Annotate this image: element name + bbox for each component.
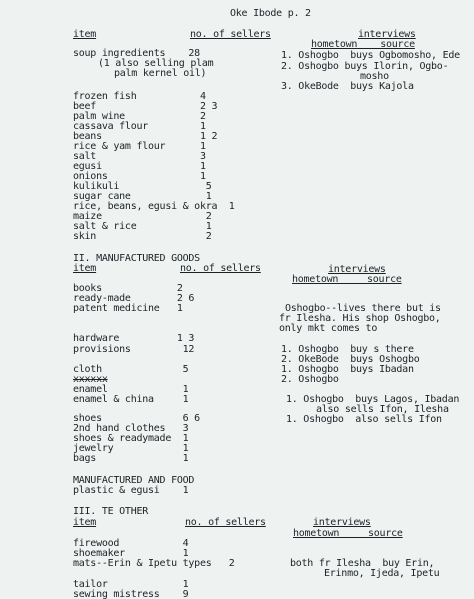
item-row: salt 3 xyxy=(73,151,206,162)
col-header-interviews: interviews xyxy=(358,29,416,40)
col-header-item: item xyxy=(73,263,97,274)
interview-line: both fr Ilesha buy Erin, xyxy=(290,558,435,569)
item-row: 2nd hand clothes 3 xyxy=(73,423,189,434)
col-header-hometown-source: hometown source xyxy=(311,39,415,50)
item-row: tailor 1 xyxy=(73,579,189,590)
item-row: sugar cane 1 xyxy=(73,191,212,202)
item-soup-note-1: (1 also selling plam xyxy=(98,58,214,69)
section-heading: II. MANUFACTURED GOODS xyxy=(73,253,200,264)
item-row: patent medicine 1 xyxy=(73,303,183,314)
item-row: plastic & egusi 1 xyxy=(73,485,189,496)
item-row: rice, beans, egusi & okra 1 xyxy=(73,201,235,212)
item-row: egusi 1 xyxy=(73,161,206,172)
item-row: hardware 1 3 xyxy=(73,333,195,344)
interview-note: Oshogbo--lives there but is xyxy=(285,303,441,314)
item-row: rice & yam flour 1 xyxy=(73,141,206,152)
interview-2-cont: mosho xyxy=(360,71,389,82)
interview-line: 1. Oshogbo also sells Ifon xyxy=(286,414,442,425)
item-row: provisions 12 xyxy=(73,344,195,355)
interview-line: 1. Oshogbo buys Lagos, Ibadan xyxy=(286,394,460,405)
item-row: shoes 6 6 xyxy=(73,413,200,424)
item-row: cassava flour 1 xyxy=(73,121,206,132)
item-row: ready-made 2 6 xyxy=(73,293,195,304)
interview-line: Erinmo, Ijeda, Ipetu xyxy=(324,568,440,579)
col-header-hometown-source: hometown source xyxy=(292,274,402,285)
item-row: kulikuli 5 xyxy=(73,181,212,192)
item-row: shoemaker 1 xyxy=(73,548,189,559)
page-header: Oke Ibode p. 2 xyxy=(230,8,311,19)
item-row: books 2 xyxy=(73,283,183,294)
item-row: MANUFACTURED AND FOOD xyxy=(73,475,195,486)
item-row: salt & rice 1 xyxy=(73,221,212,232)
interview-line: 2. Oshogbo xyxy=(281,374,339,385)
interview-3: 3. OkeBode buys Kajola xyxy=(281,81,414,92)
interview-line: 2. OkeBode buys Oshogbo xyxy=(281,354,420,365)
col-header-sellers: no. of sellers xyxy=(180,263,261,274)
item-row: jewelry 1 xyxy=(73,443,189,454)
item-row: onions 1 xyxy=(73,171,206,182)
item-row: enamel 1 xyxy=(73,384,189,395)
interview-line: also sells Ifon, Ilesha xyxy=(316,404,449,415)
item-struck: xxxxxx xyxy=(73,374,108,385)
interview-1: 1. Oshogbo buys Ogbomosho, Ede xyxy=(281,50,460,61)
col-header-interviews: interviews xyxy=(328,264,386,275)
interview-line: 1. Oshogbo buys Ibadan xyxy=(281,364,414,375)
interview-2: 2. Oshogbo buys Ilorin, Ogbo- xyxy=(281,61,449,72)
item-row: enamel & china 1 xyxy=(73,394,189,405)
item-row: beef 2 3 xyxy=(73,101,218,112)
interview-note: only mkt comes to xyxy=(279,323,378,334)
item-row: maize 2 xyxy=(73,211,212,222)
item-row: shoes & readymade 1 xyxy=(73,433,189,444)
section-heading: III. TE OTHER xyxy=(73,506,149,517)
interview-line: 1. Oshogbo buy s there xyxy=(281,344,414,355)
col-header-item: item xyxy=(73,29,97,40)
col-header-sellers: no. of sellers xyxy=(190,29,271,40)
item-row: firewood 4 xyxy=(73,538,189,549)
item-row: cloth 5 xyxy=(73,364,189,375)
item-row: mats--Erin & Ipetu types 2 xyxy=(73,558,235,569)
item-row: sewing mistress 9 xyxy=(73,589,189,599)
col-header-item: item xyxy=(73,517,97,528)
item-soup-note-2: palm kernel oil) xyxy=(114,68,207,79)
item-row: palm wine 2 xyxy=(73,111,206,122)
col-header-interviews: interviews xyxy=(313,517,371,528)
item-row: bags 1 xyxy=(73,453,189,464)
item-row: beans 1 2 xyxy=(73,131,218,142)
item-soup-ingredients: soup ingredients 28 xyxy=(73,48,200,59)
col-header-hometown-source: hometown source xyxy=(293,528,403,539)
item-row: skin 2 xyxy=(73,231,212,242)
item-row: frozen fish 4 xyxy=(73,91,206,102)
col-header-sellers: no. of sellers xyxy=(185,517,266,528)
interview-note: fr Ilesha. His shop Oshogbo, xyxy=(279,313,441,324)
